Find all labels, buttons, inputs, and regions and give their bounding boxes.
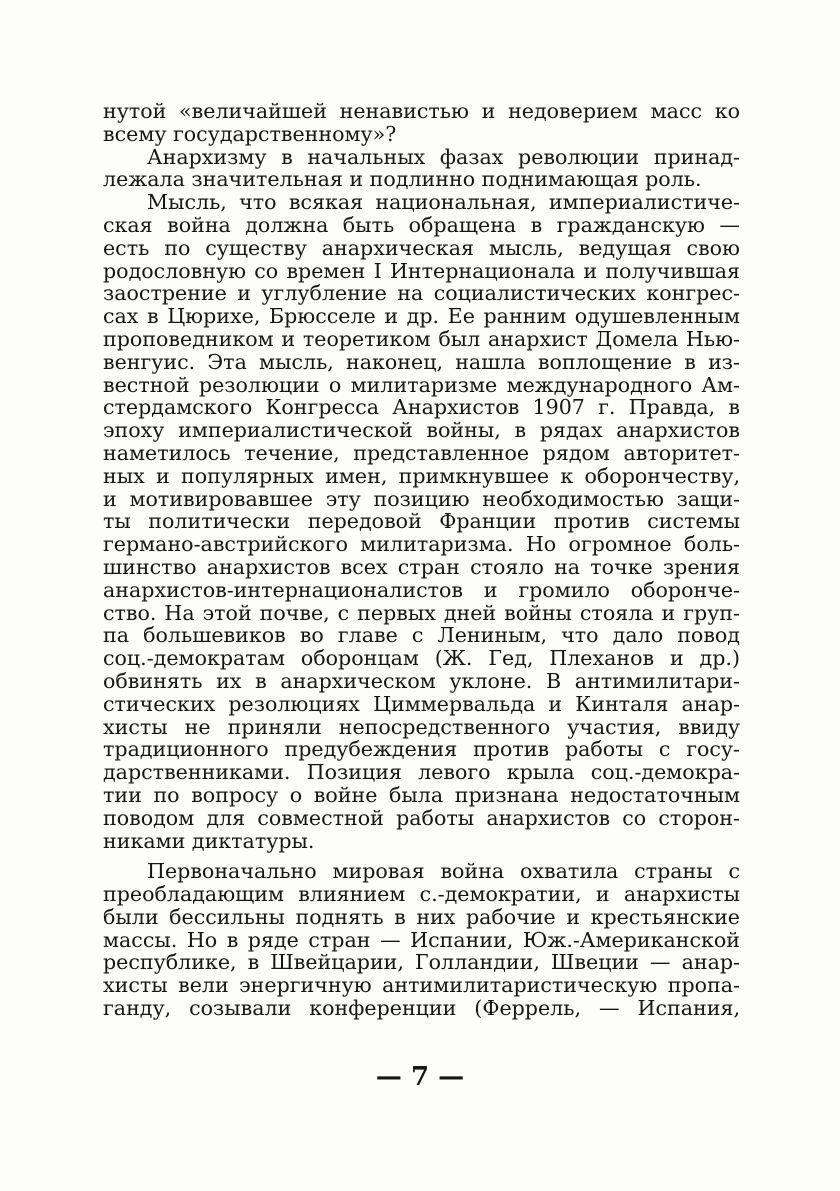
- text-line: сах в Цюрихе, Брюсселе и др. Ее ранним одушевленным: [103, 304, 740, 329]
- text-line: традиционного предубеждения против работы с госу-: [103, 737, 740, 762]
- text-line: Анархизму в начальных фазах революции принад-: [147, 144, 740, 169]
- text-line: нутой «величайшей ненавистью и недоверием масс ко: [103, 99, 740, 123]
- text-line: республике, в Швейцарии, Голландии, Швеции — анар-: [103, 950, 740, 975]
- page-number: — 7 —: [375, 1062, 465, 1092]
- text-line: тии по вопросу о войне была признана недостаточным: [103, 782, 740, 807]
- text-line: соц.-демократам оборонцам (Ж. Гед, Плеханов и др.): [103, 646, 740, 671]
- text-line: стердамского Конгресса Анархистов 1907 г. Правда, в: [103, 395, 740, 420]
- text-line: обвинять их в анархическом уклоне. В антимилитари-: [103, 668, 740, 693]
- text-line: дарственниками. Позиция левого крыла соц.-демокра-: [103, 760, 740, 785]
- text-line: поводом для совместной работы анархистов со сторон-: [103, 805, 740, 830]
- text-line: па большевиков во главе с Лениным, что дало повод: [103, 623, 740, 648]
- text-line: есть по существу анархическая мысль, ведущая свою: [103, 235, 740, 260]
- text-line: были бессильны поднять в них рабочие и крестьянские: [103, 904, 740, 929]
- text-line: германо-австрийского милитаризма. Но огромное боль-: [103, 532, 740, 557]
- text-line: и мотивировавшее эту позицию необходимостью защи-: [103, 486, 740, 511]
- text-line: проповедником и теоретиком был анархист Домела Нью-: [103, 326, 740, 351]
- text-line: наметилось течение, представленное рядом авторитет-: [103, 440, 740, 465]
- text-line: преобладающим влиянием с.-демократии, и анархисты: [103, 882, 740, 907]
- text-line: ская война должна быть обращена в гражданскую —: [103, 212, 740, 237]
- text-line: родословную со времен I Интернационала и получившая: [103, 258, 740, 283]
- text-line: массы. Но в ряде стран — Испании, Юж.-Американской: [103, 927, 740, 952]
- text-line: ты политически передовой Франции против системы: [103, 509, 740, 534]
- text-line: хисты вели энергичную антимилитаристическую пропа-: [103, 973, 740, 998]
- body-text: [103, 100, 740, 1020]
- text-line: хисты не приняли непосредственного участия, ввиду: [103, 714, 740, 739]
- text-line: Мысль, что всякая национальная, империалистиче-: [147, 190, 740, 215]
- text-line: заострение и углубление на социалистических конгрес-: [103, 281, 740, 306]
- text-line: стических резолюциях Циммервальда и Кинталя анар-: [103, 691, 740, 716]
- text-line: никами диктатуры.: [103, 828, 315, 853]
- text-line: лежала значительная и подлинно поднимающая роль.: [103, 167, 702, 192]
- text-line: венгуис. Эта мысль, наконец, нашла воплощение в из-: [103, 349, 740, 374]
- text-line: ство. На этой почве, с первых дней войны стояла и груп-: [103, 600, 740, 625]
- text-line: ных и популярных имен, примкнувшее к оборончеству,: [103, 463, 740, 488]
- text-line: всему государственному»?: [103, 121, 397, 146]
- text-line: анархистов-интернационалистов и громило оборонче-: [103, 577, 740, 602]
- text-line: ганду, созывали конференции (Феррель, — Испания,: [103, 996, 740, 1021]
- text-line: Первоначально мировая война охватила страны с: [147, 859, 740, 884]
- text-line: шинство анархистов всех стран стояло на точке зрения: [103, 554, 740, 579]
- text-line: эпоху империалистической войны, в рядах анархистов: [103, 418, 740, 443]
- text-line: вестной резолюции о милитаризме международного Ам-: [103, 372, 740, 397]
